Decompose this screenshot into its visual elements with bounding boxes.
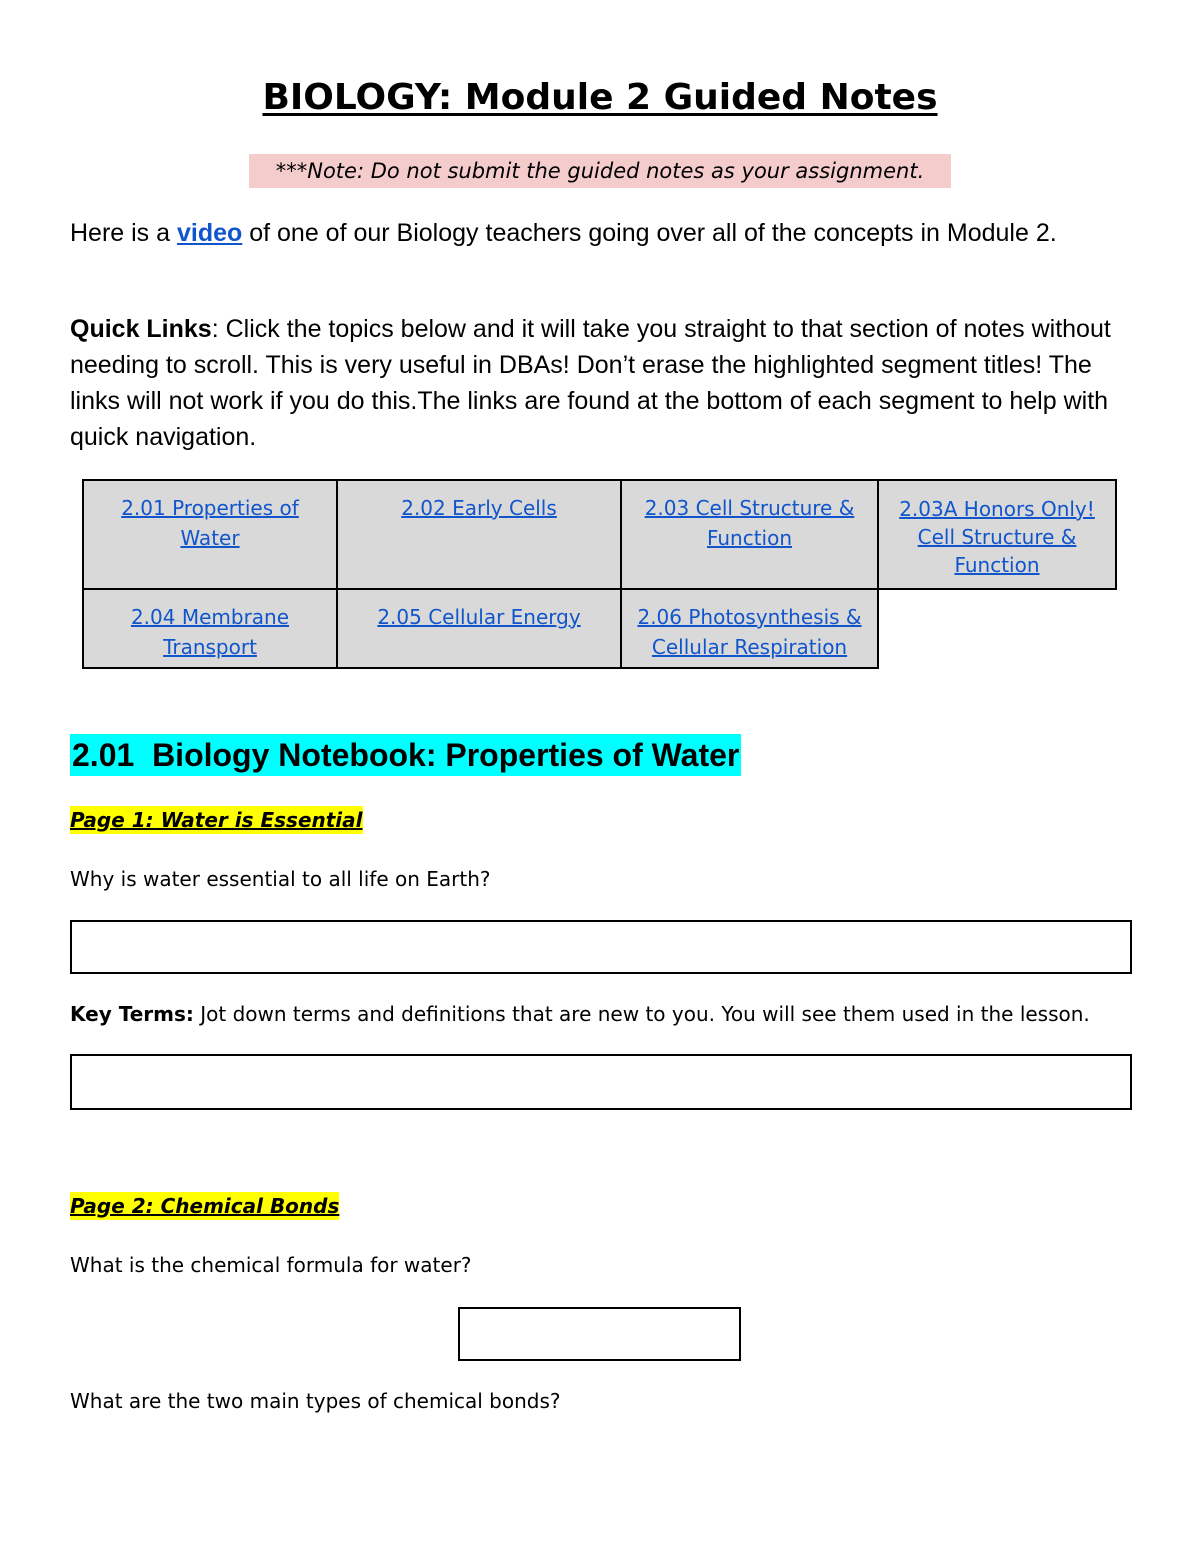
link-2-04[interactable]: 2.04 Membrane Transport	[130, 605, 290, 659]
link-2-03[interactable]: 2.03 Cell Structure & Function	[644, 496, 855, 550]
intro-paragraph: Here is a video of one of our Biology teachers going over all of the concepts in Module 2.	[70, 219, 1057, 247]
link-cell	[83, 480, 337, 589]
answer-box-key-terms[interactable]	[70, 1054, 1132, 1110]
link-2-03a[interactable]: 2.03A Honors Only! Cell Structure & Function	[899, 497, 1095, 577]
answer-box-chemical-formula[interactable]	[458, 1307, 741, 1361]
quick-links-label: Quick Links	[70, 315, 212, 343]
answer-box-water-essential[interactable]	[70, 920, 1132, 974]
section-heading-2-01: 2.01 Biology Notebook: Properties of Water	[70, 734, 741, 776]
question-water-essential: Why is water essential to all life on Earth?	[70, 867, 491, 891]
link-cell	[621, 589, 878, 668]
link-2-06[interactable]: 2.06 Photosynthesis & Cellular Respiration	[637, 605, 862, 659]
quick-links-paragraph: Quick Links: Click the topics below and it will take you straight to that section of notes without needing to scroll. This is very useful in DBAs! Don’t erase the highlighted segment titles! The links will not work if you do this.The links are found at the bottom of each segment to help with quick navigation.	[70, 315, 1111, 451]
empty-cell	[878, 589, 1116, 668]
page-2-heading: Page 2: Chemical Bonds	[70, 1194, 340, 1218]
link-cell	[337, 480, 621, 589]
link-cell	[337, 589, 621, 668]
question-chemical-formula: What is the chemical formula for water?	[70, 1253, 472, 1277]
question-bond-types: What are the two main types of chemical bonds?	[70, 1389, 561, 1413]
link-cell	[621, 480, 878, 589]
quick-links-table	[82, 479, 1117, 669]
key-terms-instructions: Key Terms: Jot down terms and definitions that are new to you. You will see them used in the lesson.	[70, 1002, 1090, 1026]
page-1-heading: Page 1: Water is Essential	[70, 808, 363, 832]
link-2-01[interactable]: 2.01 Properties of Water	[121, 496, 299, 550]
link-2-05[interactable]: 2.05 Cellular Energy	[377, 605, 581, 629]
link-cell	[878, 480, 1116, 589]
link-cell	[83, 589, 337, 668]
link-2-02[interactable]: 2.02 Early Cells	[401, 496, 557, 520]
page-title: BIOLOGY: Module 2 Guided Notes	[262, 77, 938, 118]
video-link[interactable]: video	[176, 219, 243, 247]
submission-note: ***Note: Do not submit the guided notes as your assignment.	[249, 154, 951, 188]
